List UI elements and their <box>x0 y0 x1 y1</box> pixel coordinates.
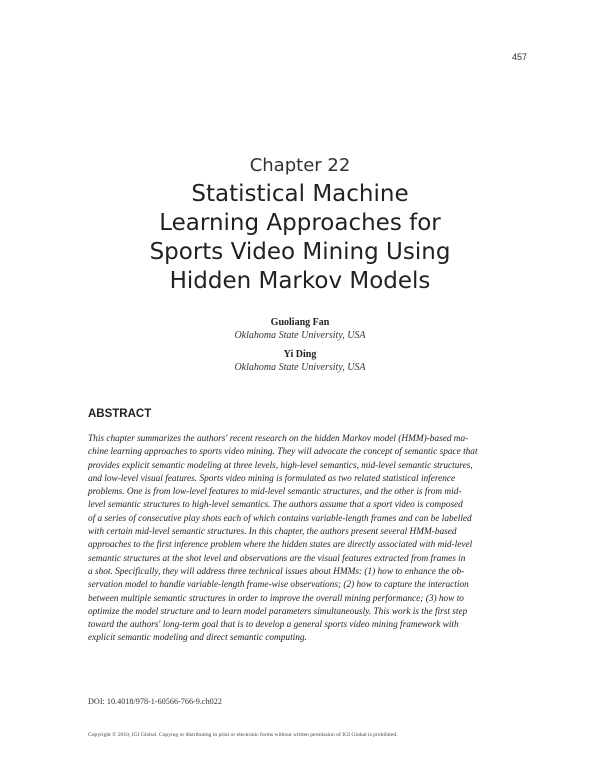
author-name: Yi Ding <box>283 349 317 360</box>
author-affiliation: Oklahoma State University, USA <box>234 362 366 373</box>
chapter-title <box>60 180 540 296</box>
title-line: Sports Video Mining Using <box>149 239 451 265</box>
abstract-line: problems. One is from low-level features to mid-level semantic structures, and the other is from mid- <box>88 487 462 498</box>
abstract-line: approaches to the first inference problem where the hidden states are directly associated with mid-level <box>88 540 473 551</box>
doi: DOI: 10.4018/978-1-60566-766-9.ch022 <box>88 697 222 706</box>
abstract-line: explicit semantic modeling and direct semantic computing. <box>88 633 307 644</box>
abstract-line: This chapter summarizes the authors' recent research on the hidden Markov model (HMM)-based ma- <box>88 434 469 444</box>
abstract-line: servation model to handle variable-length frame-wise observations; (2) how to capture the interaction <box>88 580 469 591</box>
title-line: Hidden Markov Models <box>169 268 431 294</box>
abstract-line: of a series of consecutive play shots each of which contains variable-length frames and can be labelled <box>88 513 472 524</box>
title-line: Learning Approaches for <box>159 210 441 236</box>
abstract-line: a shot. Specifically, they will address three technical issues about HMMs: (1) how to enhance the ob- <box>88 566 465 577</box>
abstract-line: between multiple semantic structures in order to improve the overall mining performance; (3) how to <box>88 593 464 604</box>
page-number: 457 <box>511 52 527 62</box>
title-line: Statistical Machine <box>191 181 409 207</box>
abstract-line: level semantic structures to high-level semantics. The authors assume that a sport video is composed <box>88 500 463 511</box>
author-affiliation: Oklahoma State University, USA <box>234 330 366 341</box>
abstract-line: provides explicit semantic modeling at three levels, high-level semantics, mid-level semantic structures, <box>88 460 473 471</box>
abstract-line: and low-level visual features. Sports video mining is formulated as two related statistical inference <box>88 473 456 484</box>
author-block <box>0 348 600 374</box>
abstract-line: with certain mid-level semantic structures. In this chapter, the authors present several HMM-based <box>88 527 457 538</box>
author-block <box>0 316 600 342</box>
abstract-heading: ABSTRACT <box>88 408 152 420</box>
abstract-body <box>88 433 526 646</box>
abstract-line: semantic structures at the shot level and observations are the visual features extracted from frames in <box>88 553 466 564</box>
abstract-line: chine learning approaches to sports video mining. They will advocate the concept of semantic space that <box>88 447 478 458</box>
chapter-label: Chapter 22 <box>249 155 351 176</box>
abstract-line: toward the authors' long-term goal that is to develop a general sports video mining framework with <box>88 620 459 631</box>
author-name: Guoliang Fan <box>270 317 330 328</box>
copyright-notice: Copyright © 2010, IGI Global. Copying or distributing in print or electronic forms without written permission of IGI Global is prohibited. <box>88 732 398 738</box>
abstract-line: optimize the model structure and to learn model parameters simultaneously. This work is the first step <box>88 606 468 617</box>
